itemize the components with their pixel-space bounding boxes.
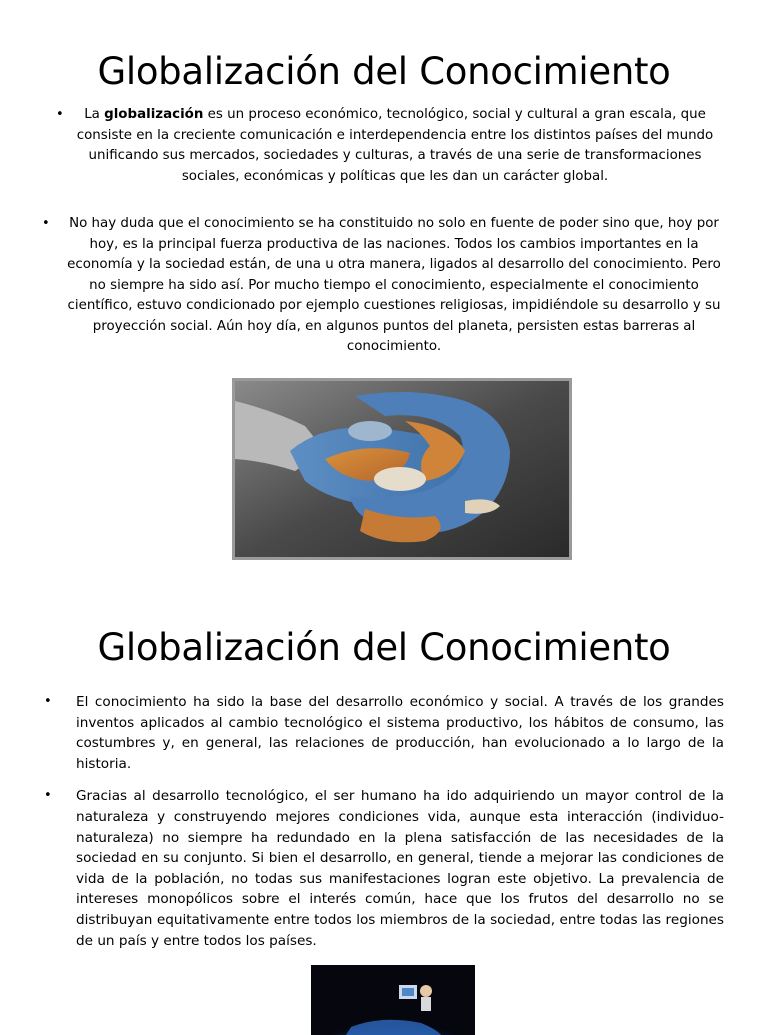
list-item bbox=[44, 786, 724, 951]
slide-1-bullet-conocimiento bbox=[42, 214, 730, 358]
bullet-text: Gracias al desarrollo tecnológico, el ser humano ha ido adquiriendo un mayor control de la naturaleza y construyendo mejores condiciones vida, aunque esta interacción (individuo-naturaleza) no siempre ha redundado en la plena satisfacción de las necesidades de la sociedad en su conjunto. Si bien el desarrollo, en general, tiende a mejorar las condiciones de vida de la población, no todas sus manifestaciones logran este objetivo. La prevalencia de intereses monopólicos sobre el interés común, hace que los frutos del desarrollo no se distribuyan equitativamente entre todos los miembros de la sociedad, entre todas las regiones de un país y entre todos los países. bbox=[76, 788, 724, 949]
bullet-prefix: La bbox=[84, 107, 105, 122]
slide-2-title: Globalización del Conocimiento bbox=[97, 626, 671, 669]
bold-term-globalizacion: globalización bbox=[104, 107, 204, 122]
list-item bbox=[44, 692, 724, 774]
globe-technology-image bbox=[311, 965, 475, 1035]
bullet-text: es un proceso económico, tecnológico, social y cultural a gran escala, que consiste en la creciente comunicación e interdependencia entre los distintos países del mundo unificando sus mercados, sociedades y culturas, a través de una serie de transformaciones sociales, económicas y políticas que les dan un carácter global. bbox=[76, 107, 714, 184]
globe-technology-illustration bbox=[311, 965, 475, 1035]
hands-globe-illustration bbox=[235, 381, 569, 557]
bullet-text: El conocimiento ha sido la base del desarrollo económico y social. A través de los grandes inventos aplicados al cambio tecnológico el sistema productivo, los hábitos de consumo, las costumbres y, en general, las relaciones de producción, han evolucionado a lo largo de la historia. bbox=[76, 694, 724, 772]
hands-globe-image bbox=[232, 378, 572, 560]
slide-2 bbox=[0, 590, 768, 1024]
bullet-marker: • bbox=[44, 694, 52, 709]
slide-2-bullet-list bbox=[44, 692, 724, 951]
bullet-text: No hay duda que el conocimiento se ha constituido no solo en fuente de poder sino que, hoy por hoy, es la principal fuerza productiva de las naciones. Todos los cambios importantes en la economía y la sociedad están, de una u otra manera, ligados al desarrollo del conocimiento. Pero no siempre ha sido así. Por mucho tiempo el conocimiento, especialmente el conocimiento científico, estuvo condicionado por ejemplo cuestiones religiosas, impidiéndole su desarrollo y su proyección social. Aún hoy día, en algunos puntos del planeta, persisten estas barreras al conocimiento. bbox=[67, 216, 721, 354]
bullet-marker: • bbox=[56, 107, 64, 122]
slide-1-bullet-globalizacion bbox=[56, 105, 720, 187]
slide-1-title: Globalización del Conocimiento bbox=[97, 50, 671, 93]
bullet-marker: • bbox=[44, 788, 52, 804]
bullet-marker: • bbox=[42, 216, 50, 231]
